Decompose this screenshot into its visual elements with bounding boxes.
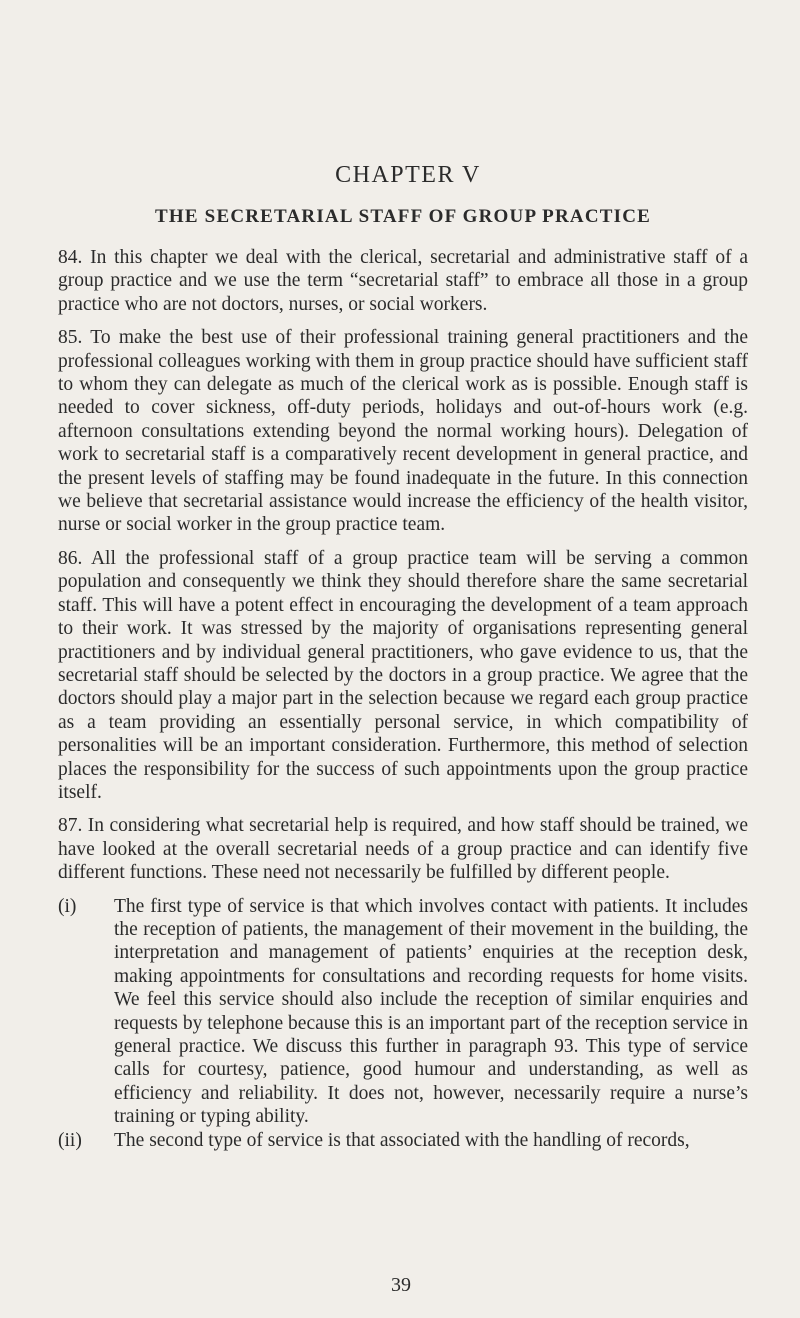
list-item-text: The first type of service is that which involves contact with patients. It includes the reception of patients, the management of their movement in the building, the interpretation and management of patients’ enquiries at the reception desk, making appointments for consultations and recording requests for home visits. We feel this service should also include the reception of similar enquiries and requests by telephone because this is an important part of the reception service in general practice. We discuss this further in paragraph 93. This type of service calls for courtesy, patience, good humour and understanding, as well as efficiency and reliability. It does not, however, necessarily require a nurse’s training or typing ability. [114,895,748,1128]
paragraph-86: 86. All the professional staff of a group practice team will be serving a common population and consequently we think they should therefore share the same secretarial staff. This will have a potent effect in encouraging the development of a team approach to their work. It was stressed by the majority of organisations representing general practitioners and by individual general practitioners, who gave evidence to us, that the secretarial staff should be selected by the doctors in a group practice. We agree that the doctors should play a major part in the selection because we regard each group practice as a team providing an essentially personal service, in which compatibility of personalities will be an important consideration. Furthermore, this method of selection places the responsibility for the success of such appointments upon the group practice itself. [58,547,748,803]
list-item-marker: (ii) [58,1129,82,1151]
paragraph-84: 84. In this chapter we deal with the clerical, secretarial and administrative staff of a group practice and we use the term “secretarial staff” to embrace all those in a group practice who are not doctors, nurses, or social workers. [58,247,748,315]
list-item [58,1129,748,1152]
document-page [58,0,748,1318]
paragraph-85: 85. To make the best use of their professional training general practitioners and the professional colleagues working with them in group practice should have sufficient staff to whom they can delegate as much of the clerical work as is possible. Enough staff is needed to cover sickness, off-duty periods, holidays and out-of-hours work (e.g. afternoon consultations extending beyond the normal working hours). Delegation of work to secretarial staff is a comparatively recent development in general practice, and the present levels of staffing may be found inadequate in the future. In this connection we believe that secretarial assistance would increase the efficiency of the health visitor, nurse or social worker in the group practice team. [58,327,748,536]
page-number: 39 [391,1274,411,1296]
chapter-heading: CHAPTER V [335,162,481,188]
chapter-title: THE SECRETARIAL STAFF OF GROUP PRACTICE [155,206,651,227]
list-item-marker: (i) [58,895,77,917]
paragraph-87: 87. In considering what secretarial help is required, and how staff should be trained, we have looked at the overall secretarial needs of a group practice and can identify five different functions. These need not necessarily be fulfilled by different people. [58,815,748,884]
document-body [58,246,748,1152]
service-type-list [58,895,748,1152]
list-item-text: The second type of service is that associated with the handling of records, [114,1129,690,1151]
list-item [58,895,748,1129]
